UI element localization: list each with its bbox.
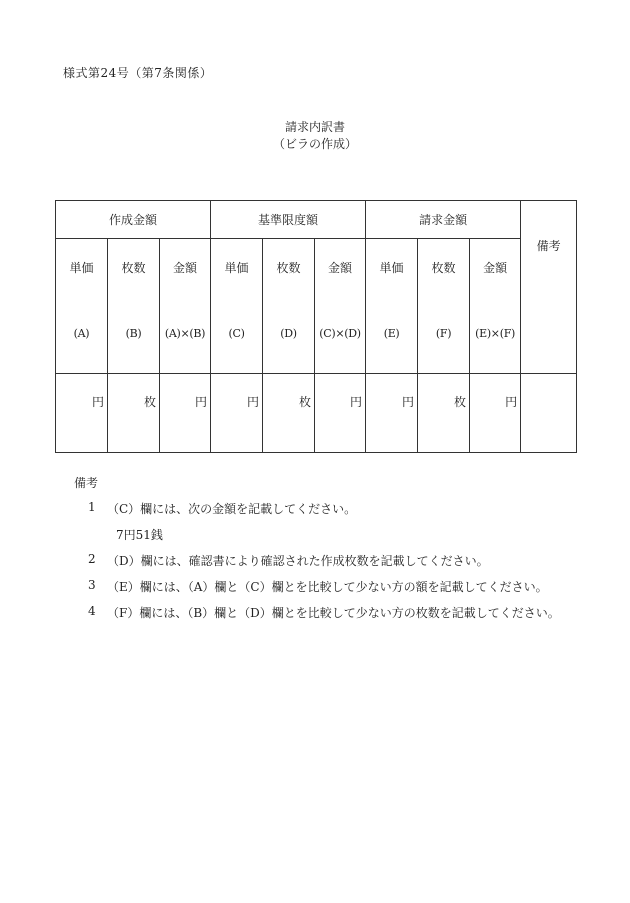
document-title: 請求内訳書: [284, 120, 345, 134]
sub-header-label: 枚数: [121, 261, 146, 275]
sub-header-cell: [160, 239, 211, 374]
group-header-row: [56, 201, 577, 239]
sub-header-label: 金額: [173, 261, 198, 275]
note-number: 2: [88, 552, 96, 566]
note-number: 1: [88, 500, 96, 514]
sub-header-code: (C): [228, 327, 245, 340]
sub-header-label: 単価: [224, 261, 249, 275]
sub-header-code: (C)×(D): [319, 327, 361, 340]
sub-header-code: (A)×(B): [164, 327, 206, 340]
sub-header-cell: [56, 239, 108, 374]
sub-header-label: 金額: [328, 261, 353, 275]
note-text: （E）欄には、（A）欄と（C）欄とを比較して少ない方の額を記載してください。: [107, 580, 548, 594]
note-text: （C）欄には、次の金額を記載してください。: [107, 502, 357, 516]
unit-label: 円: [195, 395, 208, 409]
unit-label: 円: [91, 395, 104, 409]
sub-header-code: (E): [383, 327, 400, 340]
group-header-production: 作成金額: [56, 201, 211, 239]
sub-header-cell: [366, 239, 418, 374]
unit-label: 円: [402, 395, 415, 409]
sub-header-cell: [470, 239, 521, 374]
statement-table: [55, 200, 577, 453]
note-text: （F）欄には、（B）欄と（D）欄とを比較して少ない方の枚数を記載してください。: [107, 606, 560, 620]
sub-header-cell: [211, 239, 263, 374]
unit-label: 枚: [454, 395, 467, 409]
sub-header-cell: [108, 239, 160, 374]
sub-header-cell: [315, 239, 366, 374]
unit-label: 円: [505, 395, 518, 409]
group-header-claim: 請求金額: [366, 201, 521, 239]
amount-cell: [160, 374, 211, 453]
sub-header-label: 枚数: [276, 261, 301, 275]
unit-label: 枚: [299, 395, 312, 409]
note-text: （D）欄には、確認書により確認された作成枚数を記載してください。: [107, 554, 489, 568]
sub-header-code: (B): [125, 327, 142, 340]
note-number: 3: [88, 578, 96, 592]
amount-cell: [470, 374, 521, 453]
sub-header-cell: [263, 239, 315, 374]
unit-label: 円: [350, 395, 363, 409]
amount-cell: [263, 374, 315, 453]
notes-section: [74, 474, 560, 630]
note-item: [74, 500, 357, 526]
note-item: [74, 578, 548, 604]
sub-header-code: (A): [73, 327, 90, 340]
remarks-header-cell: [521, 201, 577, 374]
amount-row: [56, 374, 577, 453]
sub-header-row: [56, 239, 577, 374]
amount-cell: [108, 374, 160, 453]
amount-cell: [56, 374, 108, 453]
sub-header-code: (D): [280, 327, 297, 340]
note-item: [74, 604, 560, 630]
sub-header-label: 単価: [379, 261, 404, 275]
amount-cell: [211, 374, 263, 453]
sub-header-label: 枚数: [431, 261, 456, 275]
unit-label: 枚: [143, 395, 156, 409]
document-subtitle: （ビラの作成）: [272, 137, 357, 151]
sub-header-code: (F): [435, 327, 452, 340]
group-header-standard-limit: 基準限度額: [211, 201, 366, 239]
amount-cell: [418, 374, 470, 453]
remarks-cell: [521, 374, 577, 453]
amount-cell: [366, 374, 418, 453]
note-sub-item: [74, 526, 163, 552]
note-item: [74, 552, 489, 578]
form-number: 様式第24号（第7条関係）: [63, 66, 213, 80]
sub-header-label: 単価: [69, 261, 94, 275]
remarks-header: 備考: [536, 239, 561, 253]
sub-header-label: 金額: [483, 261, 508, 275]
amount-cell: [315, 374, 366, 453]
sub-header-code: (E)×(F): [475, 327, 516, 340]
sub-header-cell: [418, 239, 470, 374]
notes-title: 備考: [74, 476, 99, 490]
note-sub-text: 7円51銭: [116, 528, 163, 542]
unit-label: 円: [247, 395, 260, 409]
note-number: 4: [88, 604, 96, 618]
